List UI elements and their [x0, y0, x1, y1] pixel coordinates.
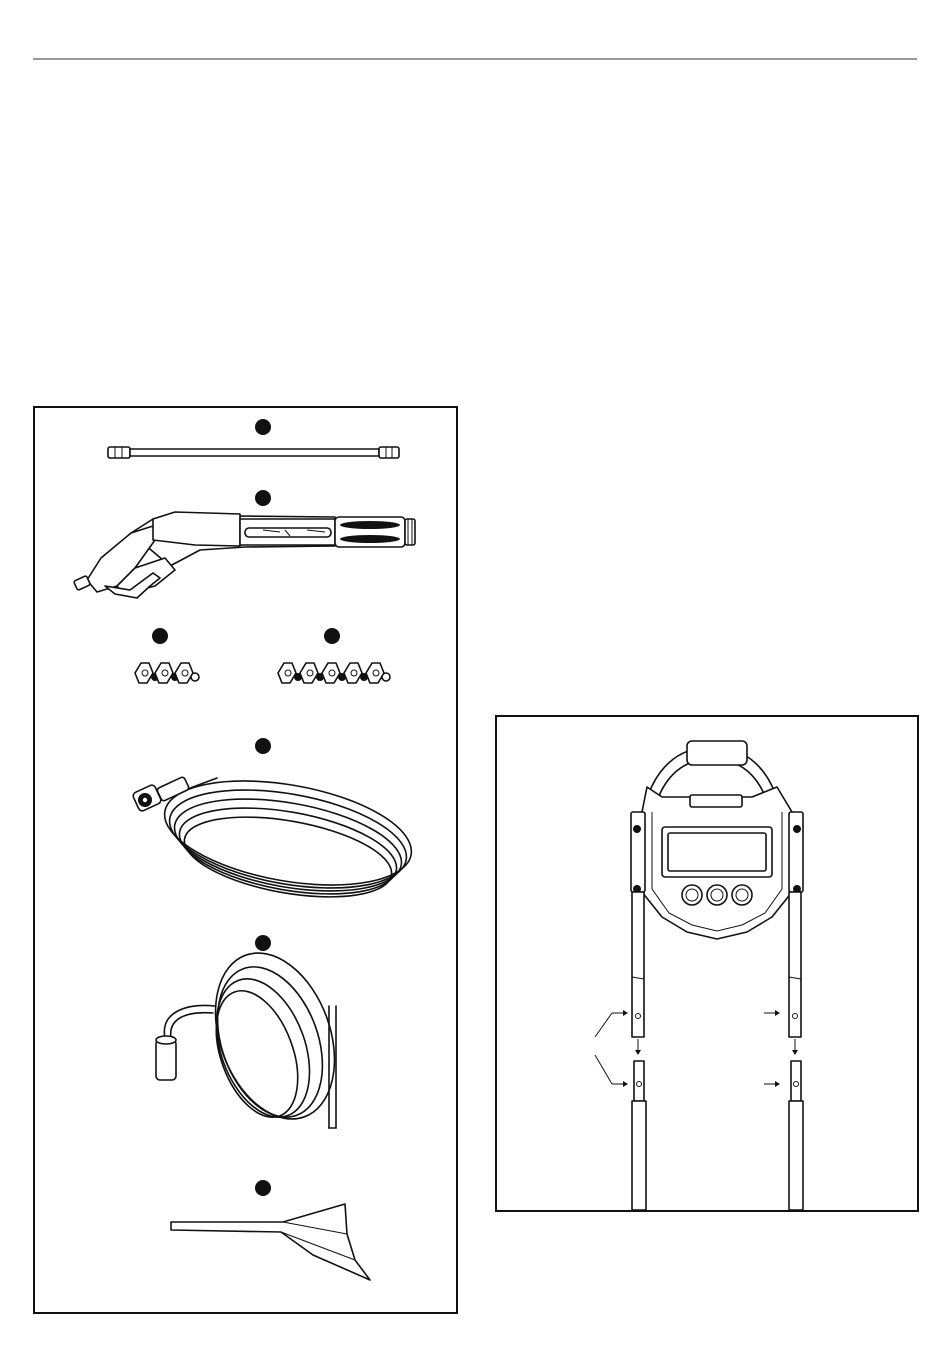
arrow-right-icon [764, 1010, 780, 1016]
high-pressure-hose-icon [132, 764, 420, 911]
leader-line [595, 1013, 612, 1037]
arrow-right-icon [612, 1010, 628, 1016]
callout-dot-nozzles-5 [324, 628, 340, 644]
handle-assembly-icon [497, 717, 917, 1210]
control-knob-3 [732, 885, 752, 905]
arrow-right-icon [764, 1081, 780, 1087]
callout-dot-pressure-hose [255, 738, 271, 754]
callout-dot-gun [255, 490, 271, 506]
header-rule [33, 58, 917, 60]
garden-hose-icon [156, 936, 356, 1135]
arrow-down-icon [635, 1039, 641, 1055]
arrow-down-icon [792, 1039, 798, 1055]
control-knob-2 [707, 885, 727, 905]
callout-dot-wand [255, 419, 271, 435]
upper-tube-right [789, 892, 801, 1037]
handle-assembly-panel [495, 715, 919, 1212]
control-knob-1 [682, 885, 702, 905]
leader-line [595, 1055, 612, 1084]
foam-cannon-icon [171, 1204, 370, 1280]
upper-tube-left [632, 892, 644, 1037]
arrow-right-icon [612, 1081, 628, 1087]
parts-illustration [35, 408, 456, 1312]
callout-dot-nozzles-3 [152, 628, 168, 644]
spray-gun-icon [74, 512, 415, 598]
nozzle-set-3-icon [135, 663, 199, 683]
extension-wand-icon [108, 447, 399, 458]
parts-contents-panel [33, 406, 458, 1314]
handle-grip [687, 741, 747, 765]
nozzle-set-5-icon [278, 663, 390, 683]
callout-dot-foam-cannon [255, 1180, 271, 1196]
callout-dot-garden-hose [255, 935, 271, 951]
